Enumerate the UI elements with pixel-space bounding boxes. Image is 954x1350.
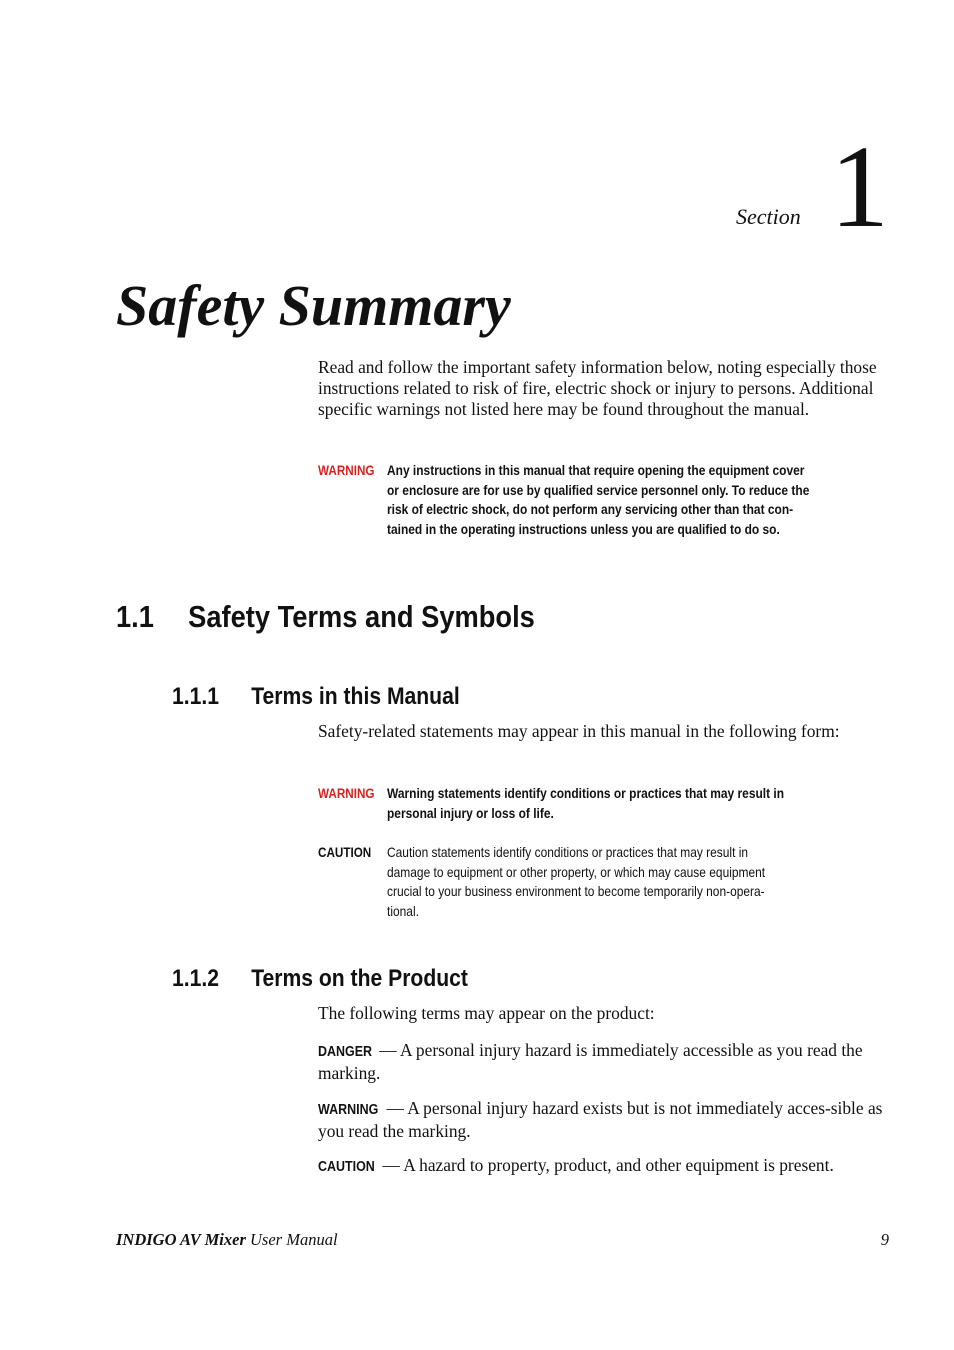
footer-product: INDIGO AV Mixer xyxy=(116,1230,246,1249)
term-definition: — A personal injury hazard exists but is not immediately acces-sible as you read the marking. xyxy=(318,1098,883,1141)
term-label: CAUTION xyxy=(318,1159,375,1175)
terms-manual-paragraph: Safety-related statements may appear in this manual in the following form: xyxy=(318,721,840,741)
section-number-1-1: 1.1 xyxy=(116,599,154,634)
page-title: Safety Summary xyxy=(116,273,511,338)
section-title-1-1-1: Terms in this Manual xyxy=(251,683,460,710)
term-label: DANGER xyxy=(318,1044,373,1060)
term-definition: — A hazard to property, product, and other equipment is present. xyxy=(378,1155,834,1175)
term-danger xyxy=(318,1040,890,1084)
terms-product-paragraph: The following terms may appear on the product: xyxy=(318,1003,655,1023)
warning-text: Any instructions in this manual that require opening the equipment cover or enclosure are for use by qualified service personnel only. To reduce the risk of electric shock, do not perform any servicing other than that con- tained in the operating instructions unless you are qualified to do so. xyxy=(387,463,810,537)
section-heading-1-1-1 xyxy=(172,683,460,712)
section-number: 1 xyxy=(830,121,889,252)
term-caution xyxy=(318,1155,890,1178)
section-label: Section xyxy=(736,204,801,229)
section-heading-1-1-2 xyxy=(172,965,468,994)
footer-manual: User Manual xyxy=(245,1230,338,1249)
term-definition: — A personal injury hazard is immediately accessible as you read the marking. xyxy=(318,1040,863,1083)
caution-label: CAUTION xyxy=(318,845,372,860)
manual-warning-notice xyxy=(318,784,878,823)
intro-paragraph: Read and follow the important safety information below, noting especially those instructions related to risk of fire, electric shock or injury to persons. Additional specific warnings not listed here may be found throughout the manual. xyxy=(318,357,877,419)
warning-text: Warning statements identify conditions or practices that may result in personal injury or loss of life. xyxy=(387,786,785,821)
footer-title xyxy=(116,1230,338,1250)
section-title-1-1-2: Terms on the Product xyxy=(251,965,468,992)
term-label: WARNING xyxy=(318,1102,379,1118)
intro-warning-notice xyxy=(318,461,878,539)
section-title-1-1: Safety Terms and Symbols xyxy=(188,599,535,634)
term-warning xyxy=(318,1098,890,1142)
warning-label: WARNING xyxy=(318,786,375,801)
caution-text: Caution statements identify conditions or practices that may result in damage to equipment or other property, or which may cause equipment crucial to your business environment to become temporarily non-opera- tional. xyxy=(387,845,766,919)
section-number-1-1-1: 1.1.1 xyxy=(172,683,219,710)
warning-label: WARNING xyxy=(318,463,375,478)
section-number-1-1-2: 1.1.2 xyxy=(172,965,219,992)
manual-caution-notice xyxy=(318,843,878,921)
page-number: 9 xyxy=(880,1230,889,1249)
section-heading-1-1 xyxy=(116,598,535,635)
